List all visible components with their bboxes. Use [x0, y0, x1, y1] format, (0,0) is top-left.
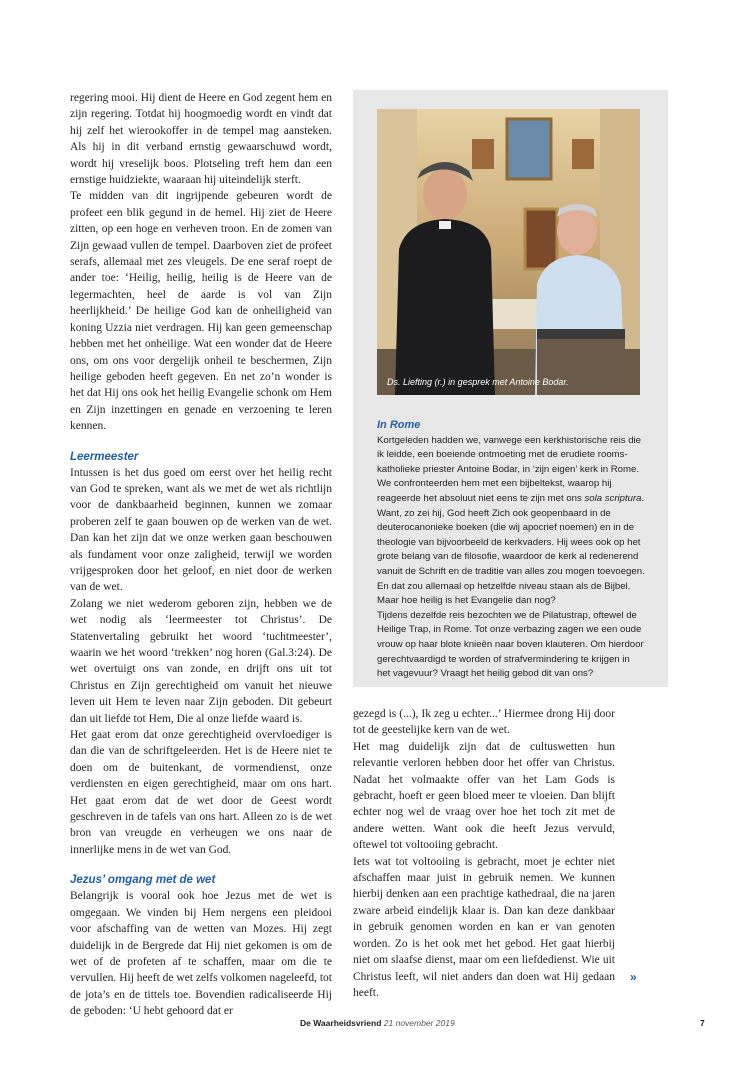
- sidebar-emphasis: sola scriptura: [584, 492, 642, 504]
- body-paragraph: Het gaat erom dat onze gerechtigheid overvloediger is dan die van de schriftgeleerden. Het is de Heere niet te doen om de buitenkant, de vormendienst, onze verdiensten en eigen gerechtigheid, maar om ons hart. Het gaat erom dat de wet door de Geest wordt geschreven in de tafels van ons hart. Alleen zo is de wet bron van vreugde en verheugen we ons naar de innerlijke mens in de wet van God.: [70, 729, 332, 856]
- continue-marker-icon: »: [630, 970, 637, 984]
- body-paragraph: regering mooi. Hij dient de Heere en God zegent hem en zijn regering. Totdat hij hoogmoedig wordt en vindt dat hij zelf het wierookoffer in de tempel mag aansteken. Als hij in dit verband ernstig gewaarschuwd wordt, wordt hij vreselijk boos. Plotseling treft hem dan een ernstige huidziekte, waaraan hij uiteindelijk sterft.: [70, 92, 332, 187]
- body-paragraph: Intussen is het dus goed om eerst over het heilig recht van God te spreken, want als we met de wet als richtlijn voor de dankbaarheid beginnen, kunnen we zomaar proberen zelf te gaan bouwen op de werken van de wet. Dan kan het zijn dat we onze werken gaan beschouwen als fundament voor onze zaligheid, terwijl we worden vrijgesproken door het geloof, en niet door de werken van de wet.: [70, 466, 332, 594]
- sidebar-box: [353, 90, 668, 687]
- sidebar-text-run: . Want, zo zei hij, God heeft Zich ook geopenbaard in de deuterocanonieke boeken (die wij apocrief noemen) en in de theologie van bijvoorbeeld de kerkvaders. Hij wees ook op het grote belang van de filosofie, waardoor de kerk al redenerend vanuit de Schrift en de traditie van alles zou mogen toevoegen. En dat zou allemaal op hetzelfde niveau staan als de Bijbel. Maar hoe heilig is het Evangelie dan nog?: [377, 492, 645, 607]
- publication-name: De Waarheidsvriend: [300, 1018, 382, 1028]
- page-footer: [300, 1018, 455, 1028]
- body-paragraph: Zolang we niet wederom geboren zijn, hebben we de wet nodig als ‘leermeester tot Christus’. De Statenvertaling gebruikt het woord ‘tuchtmeester’, waarin we het woord ‘trekken’ nog horen (Gal.3:24). De wet overtuigt ons van zonde, en drijft ons uit tot Christus en Zijn gerechtigheid om vanuit het nieuwe leven uit Hem te leven naar Zijn geboden. Dit gebeurt dan uit liefde tot Hem, Die al onze liefde waard is.: [70, 597, 332, 725]
- middle-column: [353, 706, 615, 1001]
- sidebar-paragraph: [377, 434, 645, 609]
- body-paragraph: Te midden van dit ingrijpende gebeuren wordt de profeet een blik gegund in de hemel. Hij ziet de Heere zitten, op een hoge en verheven troon. En de zomen van Zijn gewaad vullen de tempel. Daarboven ziet de profeet serafs, allemaal met zes vleugels. De ene seraf roept de ander toe: ‘Heilig, heilig, heilig is de Heere van de legermachten, heel de aarde is vol van Zijn heerlijkheid.’ De heilige God kan de onheiligheid van koning Uzzia niet verdragen. Hij kan geen gemeenschap hebben met het onheilige. Wat een wonder dat de Heere ons, om ons voor dergelijk onheil te beschermen, Zijn heilige geboden heeft gegeven. En net zo’n wonder is het dat Hij ons ook het heilig Evangelie schonk om Hem en Zijn inzettingen en genade en verzoening te leren kennen.: [70, 190, 332, 433]
- photo-illustration: [377, 109, 640, 395]
- issue-date: 21 november 2019: [383, 1018, 455, 1028]
- body-paragraph: Belangrijk is vooral ook hoe Jezus met de wet is omgegaan. We vinden bij Hem nergens een pleidooi voor afschaffing van de wetten van Mozes. Hij zegt duidelijk in de Bergrede dat Hij niet gekomen is om de wet of de profeten af te schaffen, maar om die te vervullen. Hij heeft de wet zelfs volkomen nageleefd, tot de jota’s en de tittels toe. Bovendien radicaliseerde Hij de geboden: ‘U hebt gehoord dat er: [70, 890, 332, 1018]
- body-paragraph: Het mag duidelijk zijn dat de cultuswetten hun relevantie verloren hebben door het offer van Christus. Nadat het volmaakte offer van het Lam Gods is gebracht, hoeft er geen bloed meer te vloeien. Dan blijft echter nog wel de vraag over hoe het toch zit met de andere wetten. Want ook die heeft Jezus vervuld, oftewel tot voltooiing gebracht.: [353, 740, 615, 852]
- body-paragraph: Iets wat tot voltooiing is gebracht, moet je echter niet afschaffen maar juist in gebruik nemen. We kunnen hierbij denken aan een prachtige kathedraal, die na jaren zware arbeid eindelijk klaar is. Dan kan deze dankbaar in gebruik genomen worden en kan er van genoten worden. Zo is het ook met het gebod. Het gaat hierbij niet om slaafse dienst, maar om een liefdedienst. Wie uit Christus leeft, wil niet anders dan doen wat Hij gedaan heeft.: [353, 855, 615, 999]
- sidebar-heading: In Rome: [377, 419, 421, 431]
- left-column: [70, 90, 332, 1020]
- church-photo: [377, 109, 640, 395]
- sidebar-text-run: Kortgeleden hadden we, vanwege een kerkhistorische reis die ik leidde, een boeiende ontmoeting met de erudiete rooms-katholieke priester Antoine Bodar, in ‘zijn eigen’ kerk in Rome. We confronteerden hem met een bijbeltekst, waarop hij reageerde het absoluut niet eens te zijn met ons: [377, 434, 641, 504]
- section-heading-jezus-omgang: Jezus’ omgang met de wet: [70, 874, 216, 887]
- sidebar-paragraph: Tijdens dezelfde reis bezochten we de Pilatustrap, oftewel de Heilige Trap, in Rome. Tot onze verbazing zagen we een oude vrouw op haar blote knieën naar boven klauteren. Om hierdoor gerechtvaardigd te worden of strafvermindering te krijgen in het vagevuur? Vraagt het heilig gebod dit van ons?: [377, 609, 644, 680]
- sidebar-text: [377, 418, 645, 682]
- page-number: 7: [700, 1018, 705, 1028]
- section-heading-leermeester: Leermeester: [70, 450, 139, 463]
- photo-caption: Ds. Liefting (r.) in gesprek met Antoine Bodar.: [387, 377, 569, 387]
- body-paragraph: gezegd is (...), Ik zeg u echter...’ Hiermee drong Hij door tot de geestelijke kern van de wet.: [353, 708, 615, 737]
